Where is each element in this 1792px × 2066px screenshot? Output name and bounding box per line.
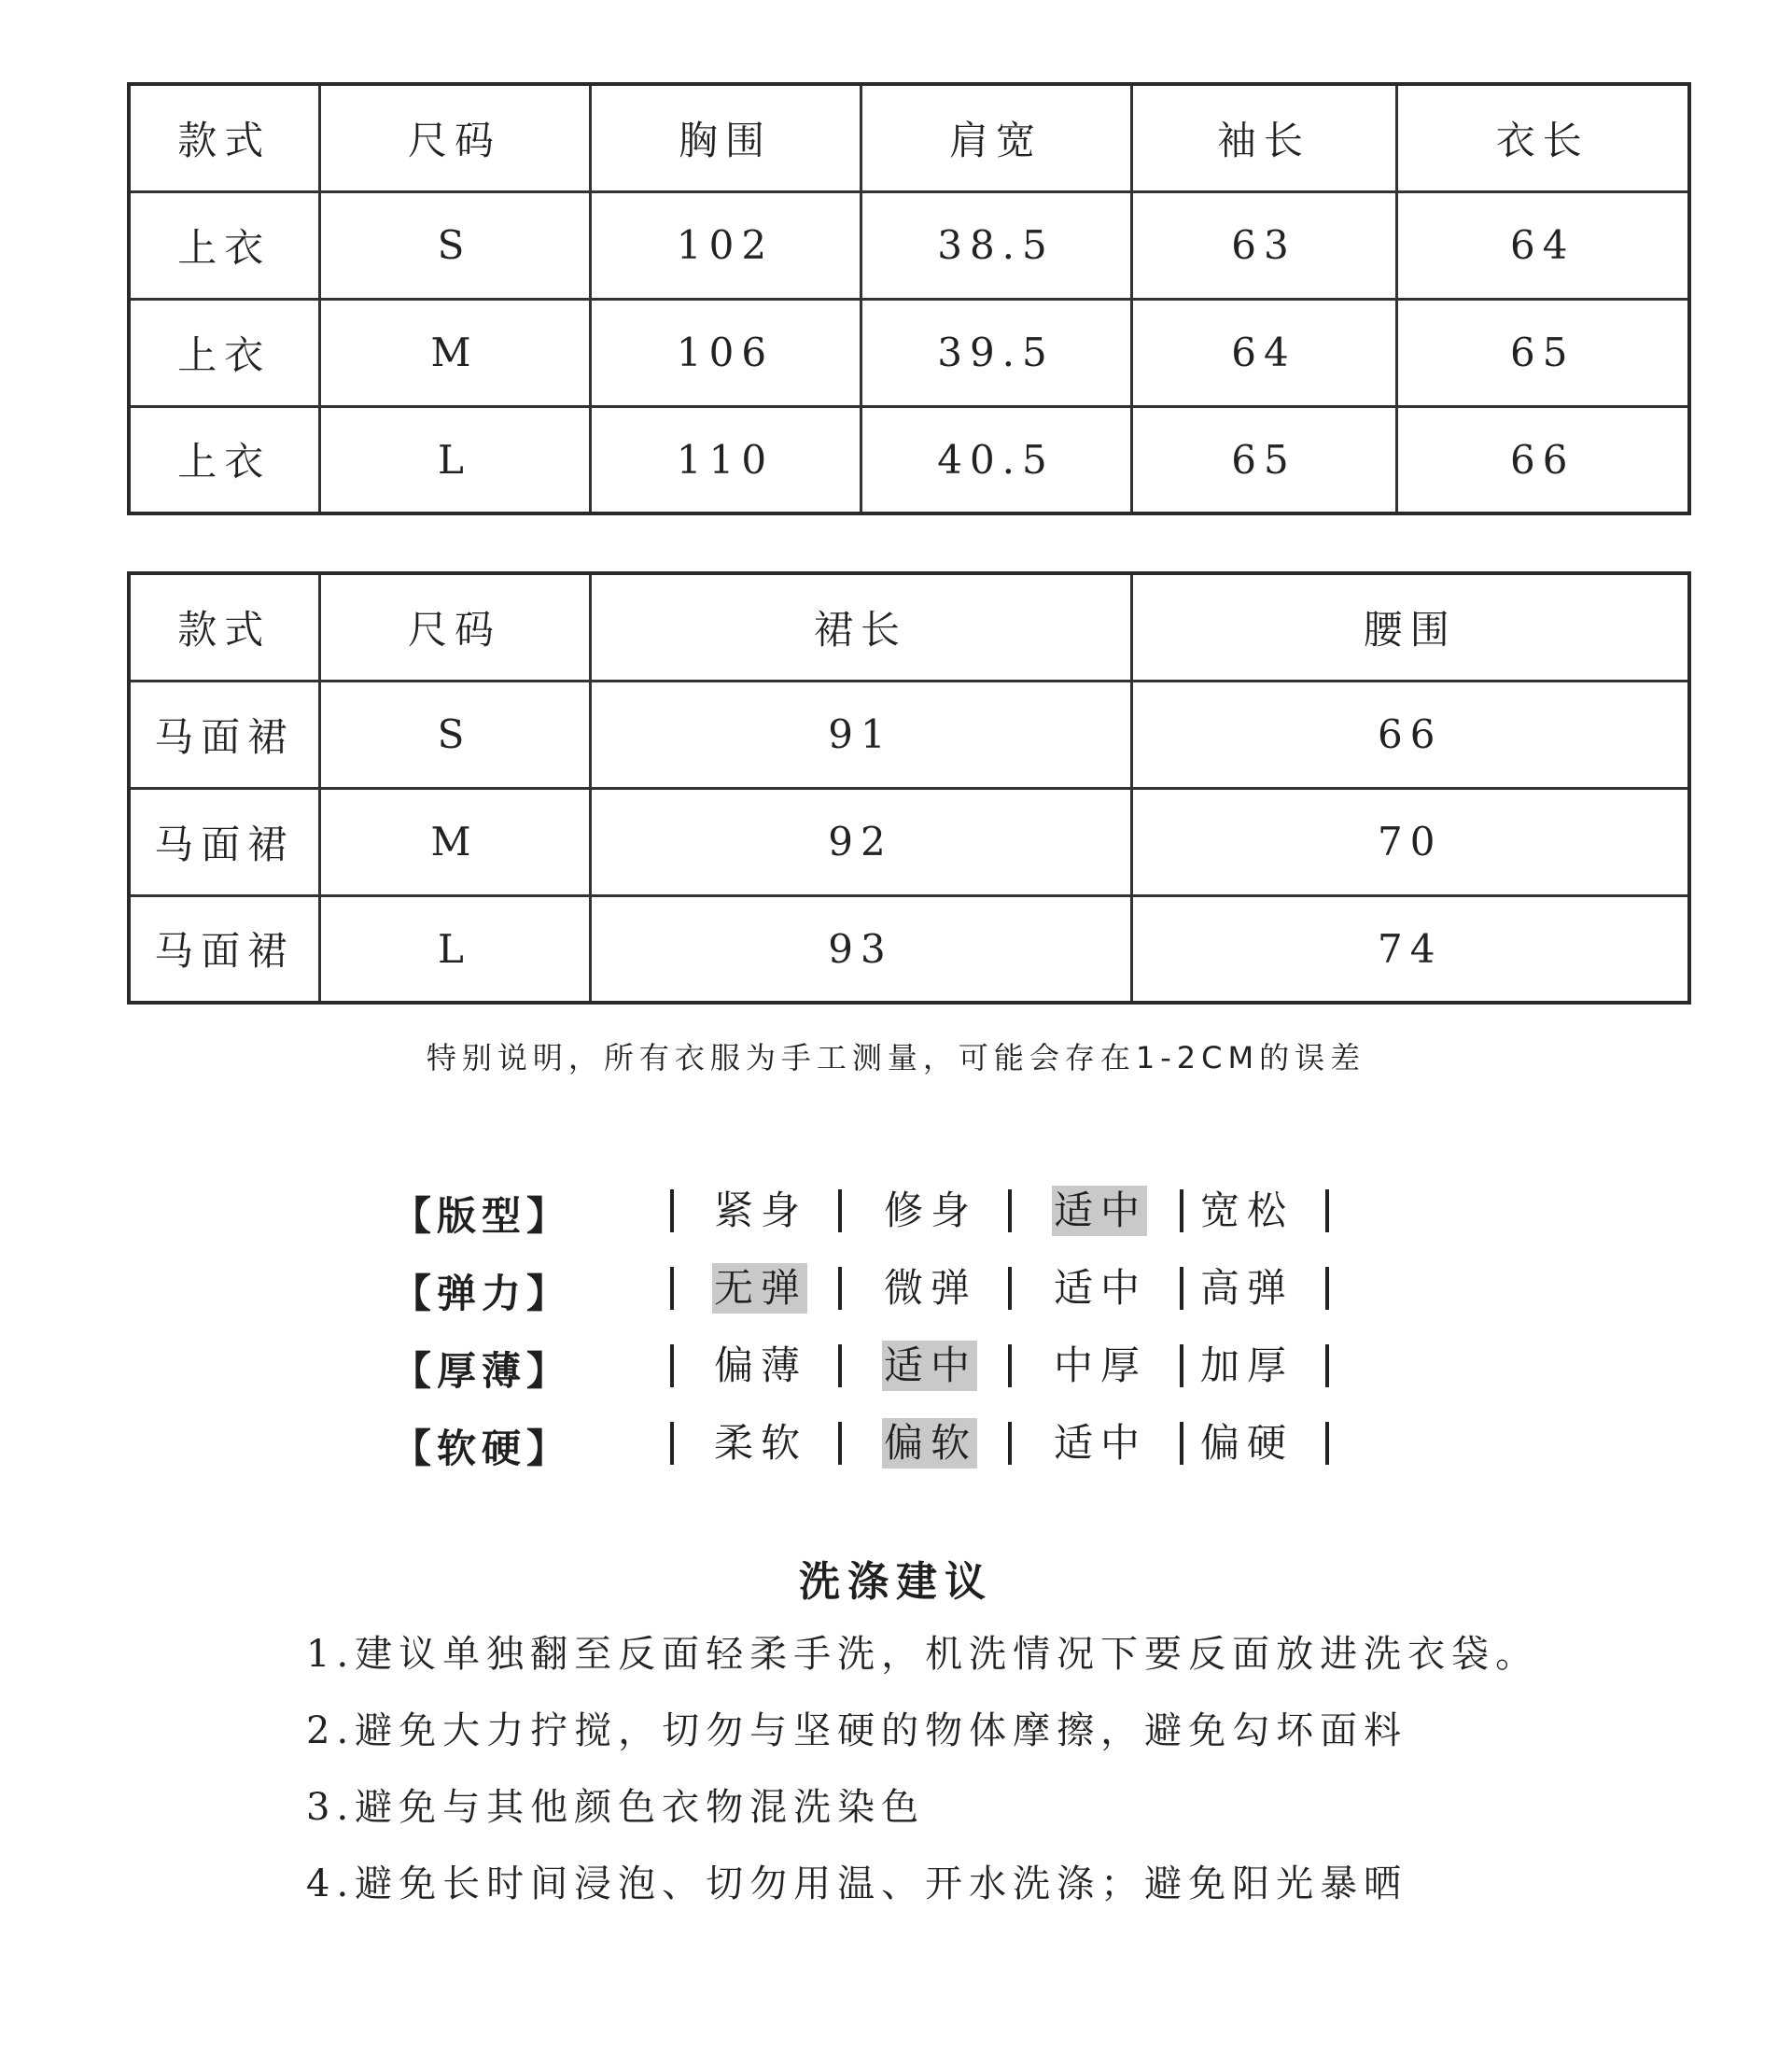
table-cell: 65 [1396, 299, 1689, 406]
table-cell: 74 [1131, 895, 1689, 1003]
table-cell: 66 [1396, 406, 1689, 513]
table-cell: 66 [1131, 681, 1689, 788]
attribute-option: 紧身 [714, 1188, 808, 1233]
table-cell: L [319, 895, 590, 1003]
table-cell: 马面裙 [129, 681, 319, 788]
header-cell: 腰围 [1131, 573, 1689, 681]
washing-item: 2.避免大力拧搅，切勿与坚硬的物体摩擦，避免勾坏面料 [306, 1709, 1408, 1752]
header-cell: 尺码 [319, 573, 590, 681]
measurement-note: 特别说明，所有衣服为手工测量，可能会存在1-2CM的误差 [426, 1040, 1366, 1075]
attribute-option: 适中 [1054, 1420, 1148, 1466]
washing-item: 3.避免与其他颜色衣物混洗染色 [306, 1786, 926, 1829]
table-cell: 102 [590, 191, 861, 299]
attribute-row-elasticity [0, 1263, 1792, 1319]
divider [1180, 1422, 1183, 1465]
attribute-option: 修身 [884, 1188, 978, 1233]
table-cell: 70 [1131, 788, 1689, 895]
table-row [129, 299, 1689, 406]
attribute-label: 【版型】 [392, 1193, 572, 1239]
divider [1325, 1422, 1329, 1465]
divider [670, 1422, 674, 1465]
attribute-option: 微弹 [884, 1265, 978, 1311]
table-cell: S [319, 191, 590, 299]
divider [1325, 1189, 1329, 1232]
attribute-option: 宽松 [1200, 1188, 1295, 1233]
table-cell: S [319, 681, 590, 788]
table-cell: 上衣 [129, 299, 319, 406]
table-row [129, 681, 1689, 788]
attribute-option-selected: 无弹 [712, 1263, 807, 1314]
table-cell: 106 [590, 299, 861, 406]
header-cell: 款式 [129, 573, 319, 681]
divider [1325, 1267, 1329, 1310]
table-cell: 93 [590, 895, 1131, 1003]
divider [670, 1189, 674, 1232]
divider [670, 1344, 674, 1387]
header-cell: 裙长 [590, 573, 1131, 681]
washing-item: 4.避免长时间浸泡、切勿用温、开水洗涤；避免阳光暴晒 [306, 1862, 1408, 1905]
header-cell: 肩宽 [861, 84, 1131, 191]
attribute-option: 柔软 [714, 1420, 808, 1466]
table-header-row [129, 84, 1689, 191]
washing-item: 1.建议单独翻至反面轻柔手洗，机洗情况下要反面放进洗衣袋。 [306, 1633, 1540, 1676]
divider [838, 1267, 842, 1310]
table-cell: 63 [1131, 191, 1396, 299]
table-row [129, 191, 1689, 299]
attribute-option: 偏薄 [714, 1342, 808, 1388]
header-cell: 尺码 [319, 84, 590, 191]
divider [838, 1189, 842, 1232]
divider [1325, 1344, 1329, 1387]
table-cell: 91 [590, 681, 1131, 788]
table-row [129, 788, 1689, 895]
attribute-option-selected: 偏软 [882, 1418, 977, 1469]
table-cell: M [319, 299, 590, 406]
table-row [129, 895, 1689, 1003]
table-header-row [129, 573, 1689, 681]
table-cell: 40.5 [861, 406, 1131, 513]
attribute-label: 【软硬】 [392, 1426, 572, 1471]
table-cell: 马面裙 [129, 788, 319, 895]
header-cell: 款式 [129, 84, 319, 191]
attribute-row-thickness [0, 1341, 1792, 1397]
attribute-option: 偏硬 [1200, 1420, 1295, 1466]
table-cell: 110 [590, 406, 861, 513]
top-size-table [127, 82, 1691, 515]
attribute-option: 中厚 [1054, 1342, 1148, 1388]
table-cell: 65 [1131, 406, 1396, 513]
washing-title: 洗涤建议 [799, 1558, 993, 1606]
divider [1008, 1189, 1012, 1232]
table-cell: 上衣 [129, 191, 319, 299]
divider [1008, 1344, 1012, 1387]
attribute-option: 适中 [1054, 1265, 1148, 1311]
attribute-option: 加厚 [1200, 1342, 1295, 1388]
attribute-row-softness [0, 1418, 1792, 1474]
divider [1180, 1267, 1183, 1310]
table-cell: 92 [590, 788, 1131, 895]
table-row [129, 406, 1689, 513]
divider [838, 1422, 842, 1465]
table-cell: 64 [1131, 299, 1396, 406]
bottom-size-table [127, 571, 1691, 1005]
table-cell: 38.5 [861, 191, 1131, 299]
table-cell: 上衣 [129, 406, 319, 513]
table-cell: 64 [1396, 191, 1689, 299]
table-cell: M [319, 788, 590, 895]
attribute-option-selected: 适中 [1052, 1186, 1147, 1236]
attribute-label: 【厚薄】 [392, 1348, 572, 1394]
table-cell: L [319, 406, 590, 513]
divider [838, 1344, 842, 1387]
divider [1008, 1422, 1012, 1465]
header-cell: 衣长 [1396, 84, 1689, 191]
attribute-label: 【弹力】 [392, 1271, 572, 1316]
attribute-row-fit [0, 1186, 1792, 1242]
header-cell: 袖长 [1131, 84, 1396, 191]
divider [670, 1267, 674, 1310]
attribute-option: 高弹 [1200, 1265, 1295, 1311]
divider [1180, 1344, 1183, 1387]
divider [1008, 1267, 1012, 1310]
table-cell: 39.5 [861, 299, 1131, 406]
divider [1180, 1189, 1183, 1232]
attribute-option-selected: 适中 [882, 1341, 977, 1391]
header-cell: 胸围 [590, 84, 861, 191]
table-cell: 马面裙 [129, 895, 319, 1003]
